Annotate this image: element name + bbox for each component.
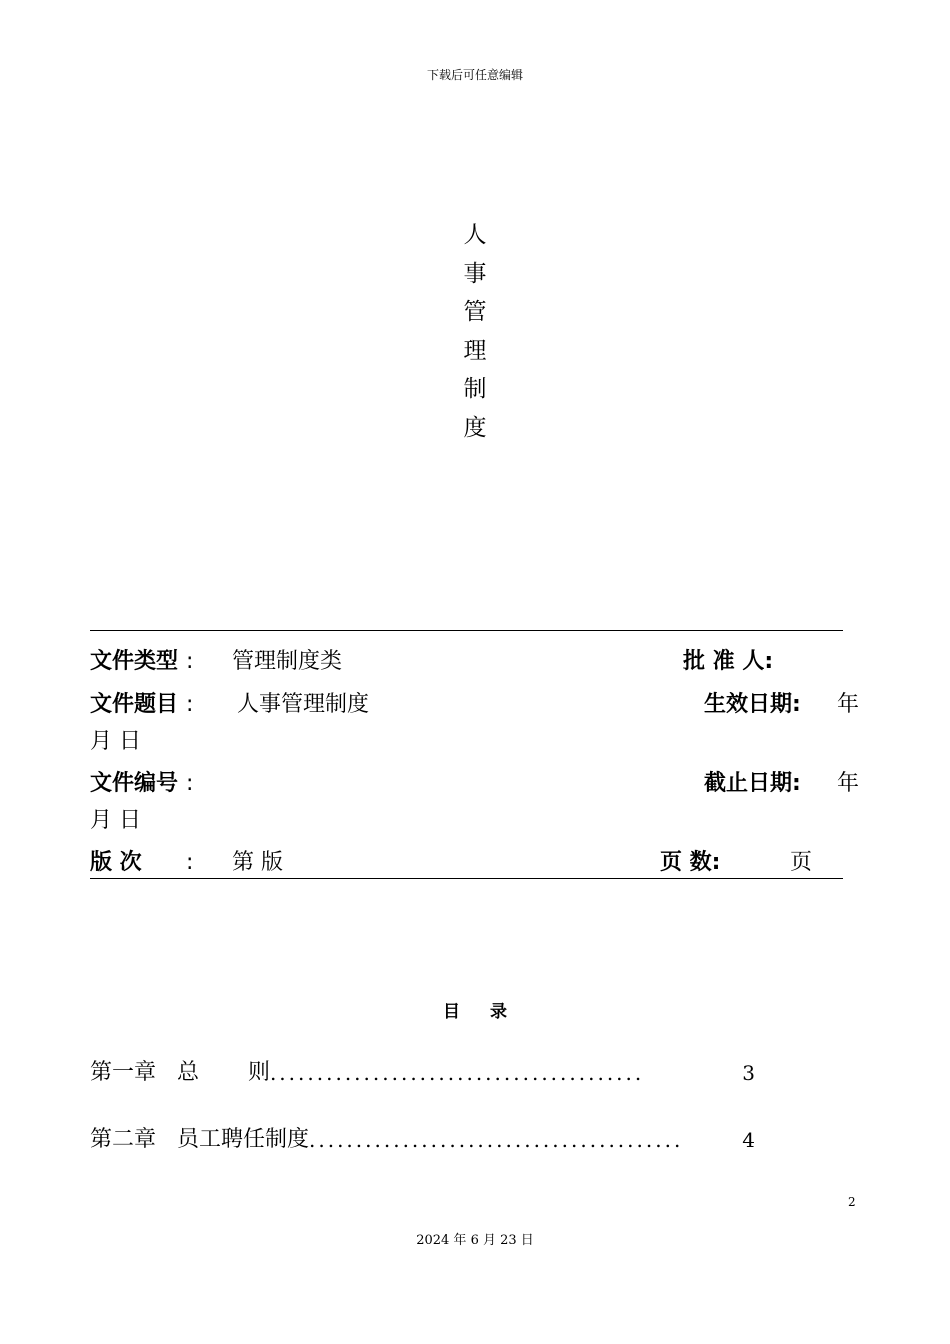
toc-chapter-title: 总 则 [156, 1060, 270, 1085]
edition-label: 版 次 [90, 850, 142, 875]
toc-leader-dots: ........................................ [269, 1061, 645, 1085]
toc-chapter-number: 第一章 [90, 1060, 157, 1085]
toc-title: 目录 [443, 1002, 537, 1022]
footer-date: 2024 年 6 月 23 日 [416, 1233, 534, 1248]
toc-leader-dots: ........................................ [309, 1128, 684, 1152]
title-char: 管 [463, 299, 487, 325]
expiry-year-suffix: 年 [837, 771, 860, 796]
info-top-rule [90, 630, 843, 631]
doc-subject-value: 人事管理制度 [237, 692, 370, 717]
expiry-date-label: 截止日期: [704, 771, 801, 796]
edition-value: 第 版 [232, 850, 283, 875]
title-char: 理 [463, 337, 487, 364]
expiry-month-day: 月 日 [90, 808, 141, 833]
doc-number-label: 文件编号 [90, 771, 179, 796]
pages-label: 页 数: [660, 850, 721, 875]
doc-number-colon: : [186, 771, 194, 796]
doc-type-colon: : [186, 649, 194, 674]
title-char: 人 [463, 222, 487, 248]
doc-type-value: 管理制度类 [232, 649, 343, 674]
header-note: 下载后可任意编辑 [426, 68, 523, 82]
effective-year-suffix: 年 [837, 692, 860, 717]
info-bottom-rule [90, 878, 843, 879]
edition-colon: : [186, 850, 194, 875]
doc-subject-colon: : [186, 692, 194, 717]
title-char: 度 [463, 414, 487, 441]
title-char: 事 [463, 260, 487, 287]
effective-date-label: 生效日期: [704, 692, 801, 717]
approver-label: 批 准 人: [683, 649, 774, 674]
doc-subject-label: 文件题目 [90, 692, 179, 717]
pages-value: 页 [790, 850, 813, 875]
toc-page-number: 4 [742, 1128, 755, 1152]
toc-entry-chapter-1[interactable] [90, 1058, 755, 1088]
doc-type-label: 文件类型 [90, 649, 179, 674]
toc-page-number: 3 [742, 1061, 755, 1085]
title-char: 制 [463, 376, 487, 402]
document-title-vertical [455, 216, 495, 447]
toc-chapter-title: 员工聘任制度 [156, 1127, 309, 1152]
effective-month-day: 月 日 [90, 729, 141, 754]
toc-entry-chapter-2[interactable] [90, 1125, 755, 1155]
toc-chapter-number: 第二章 [90, 1127, 157, 1152]
page-number: 2 [848, 1195, 856, 1209]
